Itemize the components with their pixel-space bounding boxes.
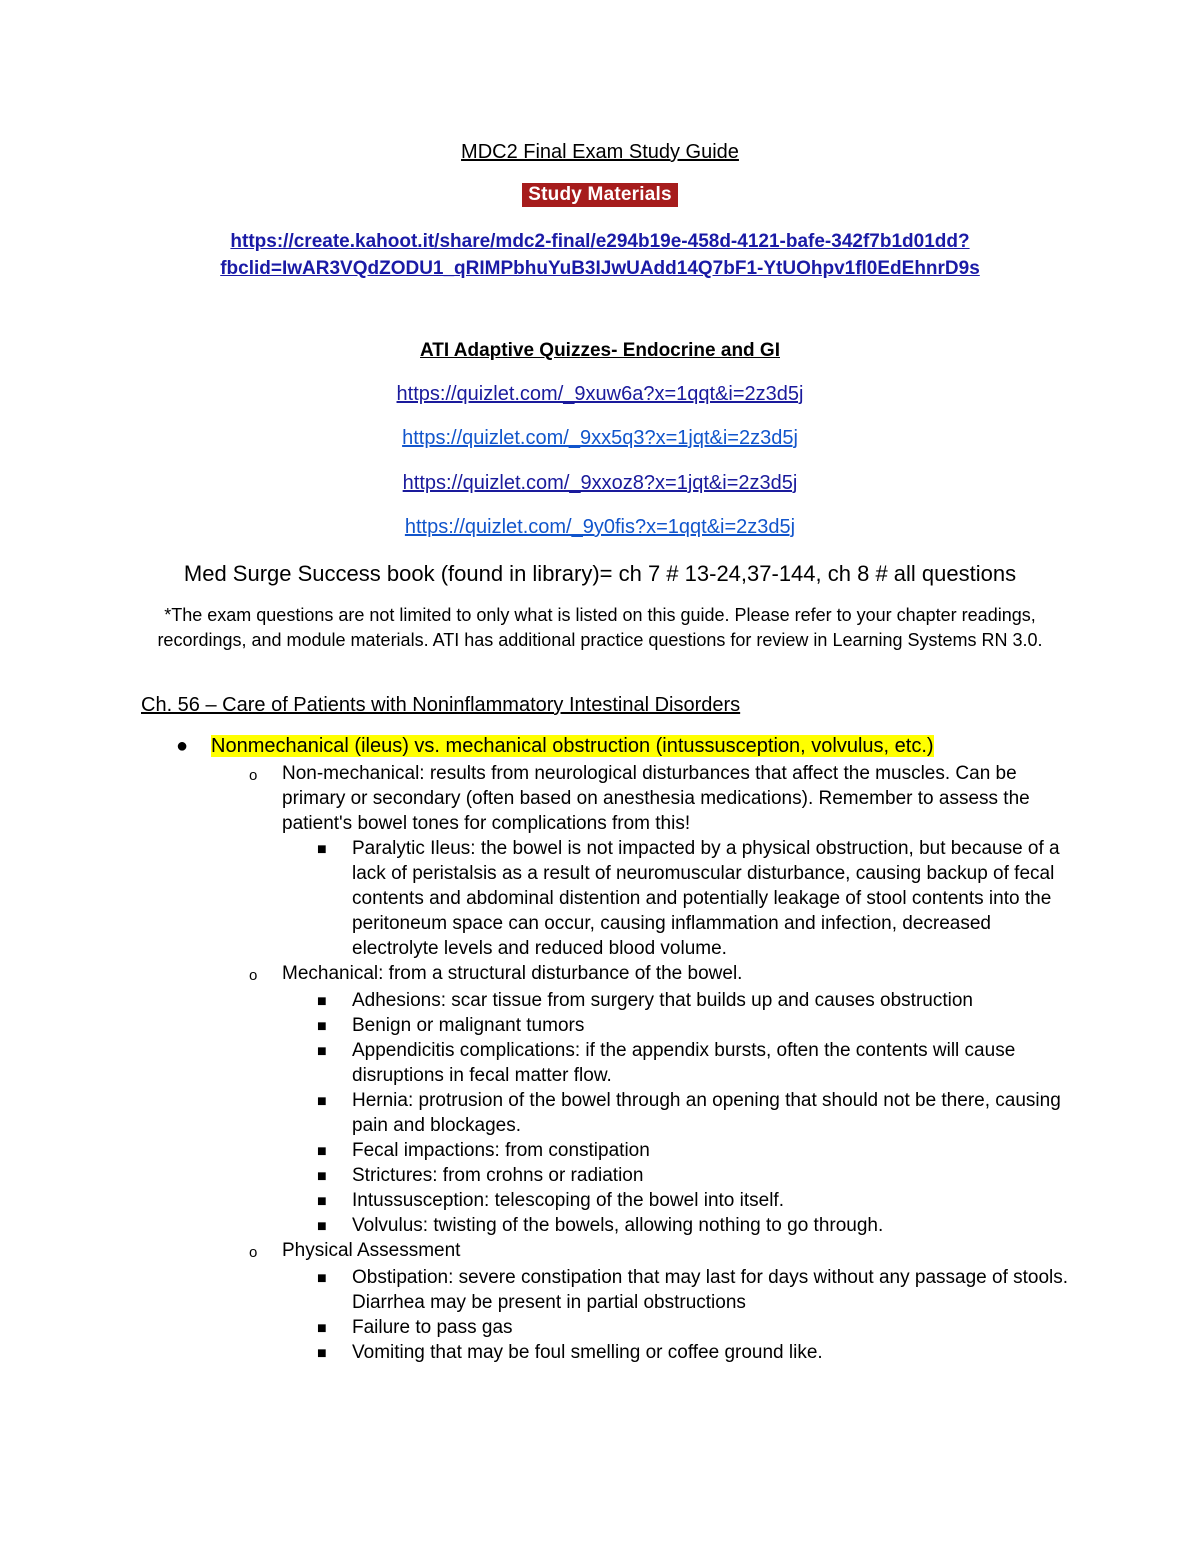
- outline-level3-item: [0, 1188, 1200, 1213]
- square-bullet-icon: ■: [317, 1345, 327, 1362]
- outline-level3-item: [0, 1163, 1200, 1188]
- med-surge-book-line: Med Surge Success book (found in library)= ch 7 # 13-24,37-144, ch 8 # all questions: [183, 561, 1017, 586]
- outline-level3-item: [0, 1088, 1200, 1138]
- nonmechanical-text: Non-mechanical: results from neurological disturbances that affect the muscles. Can be primary or secondary (often based on anesthesia medications). Remember to assess the patient's bowel tones for complications from this!: [282, 763, 1030, 834]
- square-bullet-icon: ■: [317, 993, 327, 1010]
- study-materials-heading: [0, 183, 1200, 207]
- quizlet-link-row: [0, 516, 1200, 539]
- square-bullet-icon: ■: [317, 1093, 327, 1110]
- physical-assessment-text: Physical Assessment: [282, 1240, 461, 1261]
- kahoot-link-block: [0, 228, 1200, 282]
- outline-level2-item: [0, 761, 1200, 836]
- list-item: Adhesions: scar tissue from surgery that builds up and causes obstruction: [352, 990, 973, 1011]
- list-item: Failure to pass gas: [352, 1317, 513, 1338]
- list-item: Volvulus: twisting of the bowels, allowing nothing to go through.: [352, 1215, 884, 1236]
- quizlet-link-3[interactable]: https://quizlet.com/_9xxoz8?x=1jqt&i=2z3d5j: [402, 472, 798, 494]
- outline-level3-item: [0, 1315, 1200, 1340]
- list-item: Benign or malignant tumors: [352, 1015, 585, 1036]
- obstruction-types-highlight: Nonmechanical (ileus) vs. mechanical obstruction (intussusception, volvulus, etc.): [211, 735, 934, 757]
- list-item: Strictures: from crohns or radiation: [352, 1165, 644, 1186]
- list-item: Fecal impactions: from constipation: [352, 1140, 650, 1161]
- outline-level1-item: [0, 733, 1200, 759]
- outline-level2-item: [0, 1238, 1200, 1263]
- kahoot-link[interactable]: [220, 231, 980, 279]
- chapter-outline: [0, 733, 1200, 1365]
- outline-level3-item: [0, 836, 1200, 961]
- square-bullet-icon: ■: [317, 1168, 327, 1185]
- list-item: Intussusception: telescoping of the bowel into itself.: [352, 1190, 784, 1211]
- square-bullet-icon: ■: [317, 1143, 327, 1160]
- exam-disclaimer-note: *The exam questions are not limited to only what is listed on this guide. Please refer to your chapter readings, recordings, and module materials. ATI has additional practice questions for review in Learning Systems RN 3.0.: [157, 605, 1043, 650]
- square-bullet-icon: ■: [317, 1193, 327, 1210]
- study-materials-badge: Study Materials: [522, 183, 677, 207]
- outline-level3-item: [0, 1038, 1200, 1088]
- list-item: Vomiting that may be foul smelling or coffee ground like.: [352, 1342, 823, 1363]
- quizlet-link-4[interactable]: https://quizlet.com/_9y0fis?x=1qqt&i=2z3d5j: [404, 516, 796, 538]
- outline-level3-item: [0, 1213, 1200, 1238]
- square-bullet-icon: ■: [317, 1043, 327, 1060]
- page-title: MDC2 Final Exam Study Guide: [461, 141, 739, 163]
- chapter-heading: Ch. 56 – Care of Patients with Noninflammatory Intestinal Disorders: [141, 694, 741, 716]
- quizlet-link-row: [0, 472, 1200, 495]
- outline-level2-item: [0, 961, 1200, 986]
- square-bullet-icon: ■: [317, 1320, 327, 1337]
- outline-level3-item: [0, 1265, 1200, 1315]
- list-item: Hernia: protrusion of the bowel through an opening that should not be there, causing pain and blockages.: [352, 1090, 1061, 1136]
- outline-level3-item: [0, 1013, 1200, 1038]
- outline-level3-item: [0, 1138, 1200, 1163]
- square-bullet-icon: ■: [317, 1218, 327, 1235]
- outline-level3-item: [0, 1340, 1200, 1365]
- paralytic-ileus-text: Paralytic Ileus: the bowel is not impacted by a physical obstruction, but because of a lack of peristalsis as a result of neuromuscular disturbance, causing backup of fecal contents and abdominal distention and potentially leakage of stool contents into the peritoneum space can occur, causing inflammation and infection, decreased electrolyte levels and reduced blood volume.: [352, 838, 1060, 959]
- kahoot-link-line1: https://create.kahoot.it/share/mdc2-final/e294b19e-458d-4121-bafe-342f7b1d01dd?: [230, 231, 970, 252]
- hollow-circle-bullet-icon: o: [249, 967, 258, 984]
- hollow-circle-bullet-icon: o: [249, 1244, 258, 1261]
- list-item: Obstipation: severe constipation that may last for days without any passage of stools. Diarrhea may be present in partial obstructions: [352, 1267, 1069, 1313]
- quizlet-link-2[interactable]: https://quizlet.com/_9xx5q3?x=1jqt&i=2z3d5j: [402, 427, 798, 449]
- square-bullet-icon: ■: [317, 1270, 327, 1287]
- square-bullet-icon: ■: [317, 841, 327, 858]
- quizlet-link-row: [0, 427, 1200, 450]
- outline-level3-item: [0, 988, 1200, 1013]
- filled-circle-bullet-icon: ●: [176, 735, 189, 757]
- mechanical-text: Mechanical: from a structural disturbance of the bowel.: [282, 963, 743, 984]
- list-item: Appendicitis complications: if the appendix bursts, often the contents will cause disruptions in fecal matter flow.: [352, 1040, 1016, 1086]
- square-bullet-icon: ■: [317, 1018, 327, 1035]
- quizlet-link-row: [0, 383, 1200, 406]
- hollow-circle-bullet-icon: o: [249, 767, 258, 784]
- ati-quizzes-heading: ATI Adaptive Quizzes- Endocrine and GI: [420, 340, 780, 361]
- kahoot-link-line2: fbclid=IwAR3VQdZODU1_qRIMPbhuYuB3IJwUAdd14Q7bF1-YtUOhpv1fl0EdEhnrD9s: [220, 258, 980, 279]
- quizlet-link-1[interactable]: https://quizlet.com/_9xuw6a?x=1qqt&i=2z3d5j: [396, 383, 804, 405]
